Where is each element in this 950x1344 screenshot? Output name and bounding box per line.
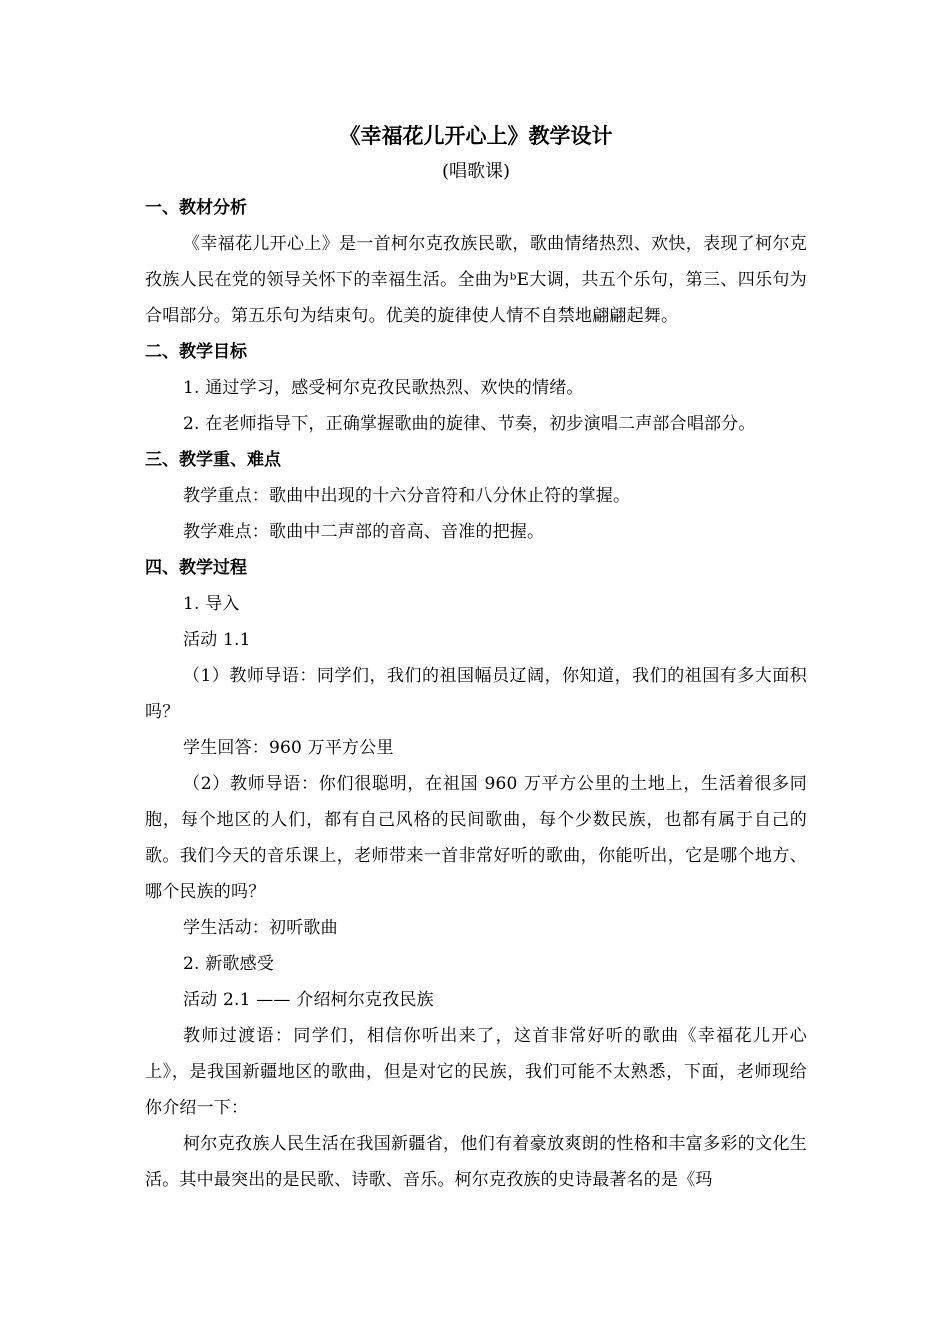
section-heading: 一、教材分析	[145, 198, 247, 218]
paragraph: 2. 在老师指导下，正确掌握歌曲的旋律、节奏，初步演唱二声部合唱部分。	[183, 414, 756, 434]
paragraph: 1. 导入	[183, 594, 240, 614]
paragraph: （1）教师导语：同学们，我们的祖国幅员辽阔，你知道，我们的祖国有多大面积吗？	[145, 666, 807, 722]
document-body	[145, 190, 807, 1198]
paragraph: 教学重点：歌曲中出现的十六分音符和八分休止符的掌握。	[183, 486, 631, 506]
document-page	[145, 118, 807, 1198]
paragraph: 2. 新歌感受	[183, 954, 275, 974]
paragraph: 《幸福花儿开心上》是一首柯尔克孜族民歌，歌曲情绪热烈、欢快，表现了柯尔克孜族人民在党的领导关怀下的幸福生活。全曲为ᵇE大调，共五个乐句，第三、四乐句为合唱部分。第五乐句为结束句。优美的旋律使人情不自禁地翩翩起舞。	[145, 234, 807, 326]
document-subtitle: (唱歌课)	[441, 161, 511, 182]
paragraph: 教学难点：歌曲中二声部的音高、音准的把握。	[183, 522, 545, 542]
paragraph: 柯尔克孜族人民生活在我国新疆省，他们有着豪放爽朗的性格和丰富多彩的文化生活。其中最突出的是民歌、诗歌、音乐。柯尔克孜族的史诗最著名的是《玛	[145, 1134, 807, 1190]
section-heading: 三、教学重、难点	[145, 450, 281, 470]
paragraph: 活动 1.1	[183, 630, 251, 650]
paragraph: （2）教师导语：你们很聪明，在祖国 960 万平方公里的土地上，生活着很多同胞，每个地区的人们，都有自己风格的民间歌曲，每个少数民族，也都有属于自己的歌。我们今天的音乐课上，老师带来一首非常好听的歌曲，你能听出，它是哪个地方、哪个民族的吗？	[145, 774, 807, 902]
paragraph: 学生回答：960 万平方公里	[183, 738, 394, 758]
paragraph: 学生活动：初听歌曲	[183, 918, 338, 938]
document-title: 《幸福花儿开心上》教学设计	[339, 123, 613, 148]
section-heading: 二、教学目标	[145, 342, 247, 362]
paragraph: 教师过渡语：同学们，相信你听出来了，这首非常好听的歌曲《幸福花儿开心上》，是我国新疆地区的歌曲，但是对它的民族，我们可能不太熟悉，下面，老师现给你介绍一下：	[145, 1026, 807, 1118]
section-heading: 四、教学过程	[145, 558, 247, 578]
paragraph: 活动 2.1 —— 介绍柯尔克孜民族	[183, 990, 434, 1010]
paragraph: 1. 通过学习，感受柯尔克孜民歌热烈、欢快的情绪。	[183, 378, 584, 398]
